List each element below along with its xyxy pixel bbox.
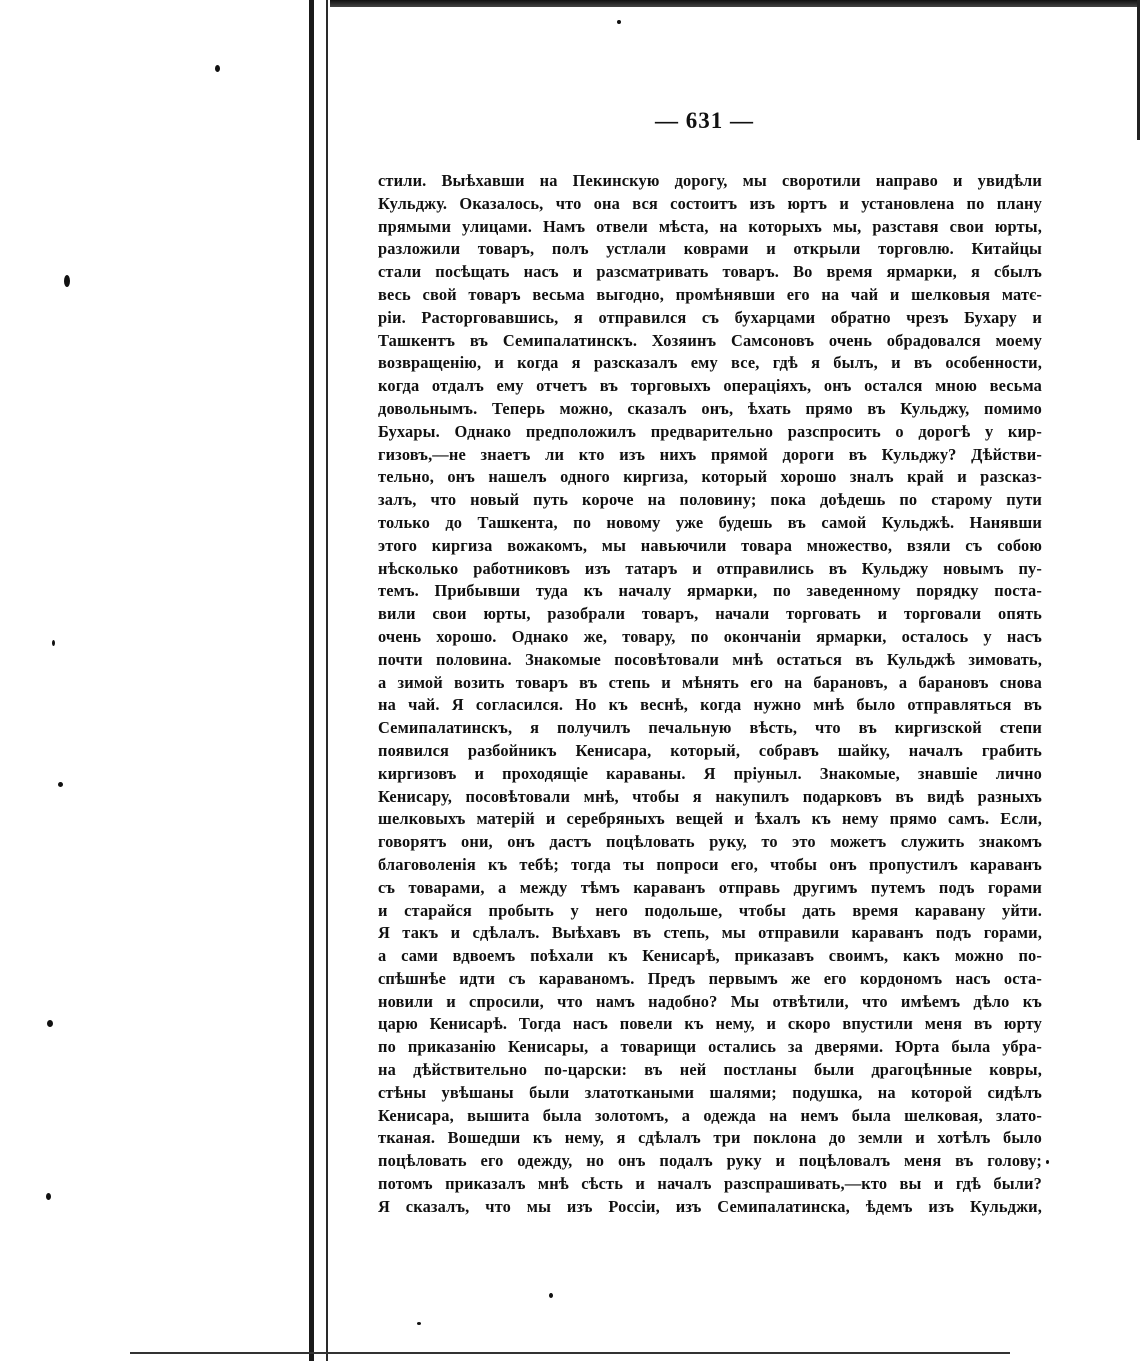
scan-speck xyxy=(64,275,70,287)
text-line: поцѣловать его одежду, но онъ подалъ руку и поцѣловалъ меня въ голову; xyxy=(378,1151,1042,1171)
binding-gutter-line xyxy=(309,0,314,1361)
text-line: Кенисару, посовѣтовали мнѣ, чтобы я накупилъ подарковъ въ видѣ разныхъ xyxy=(378,786,1042,806)
bottom-scan-edge xyxy=(130,1352,1010,1354)
scan-speck xyxy=(549,1293,553,1298)
text-line: залъ, что новый путь короче на половину; пока доѣдешь по старому пути xyxy=(378,490,1042,510)
page-edge-line xyxy=(326,0,328,1361)
text-line: темъ. Прибывши туда къ началу ярмарки, по заведенному порядку поста- xyxy=(378,581,1042,601)
scan-speck xyxy=(417,1322,421,1325)
text-line: шелковыхъ матерiй и серебряныхъ вещей и ѣхалъ къ нему прямо самъ. Если, xyxy=(378,809,1042,829)
text-line: Я сказалъ, что мы изъ Россiи, изъ Семипалатинска, ѣдемъ изъ Кульджи, xyxy=(378,1196,1042,1216)
text-line: Кульджу. Оказалось, что она вся состоитъ изъ юртъ и установлена по плану xyxy=(378,193,1042,213)
text-line: весь свой товаръ весьма выгодно, промѣнявши его на чай и шелковыя матє- xyxy=(378,284,1042,304)
text-line: прямыми улицами. Намъ отвели мѣста, на которыхъ мы, разставя свои юрты, xyxy=(378,216,1042,236)
text-line: почти половина. Знакомые посовѣтовали мнѣ остаться въ Кульджѣ зимовать, xyxy=(378,649,1042,669)
text-line: на дѣйствительно по-царски: въ ней постланы были драгоцѣнные ковры, xyxy=(378,1060,1042,1080)
text-line: и старайся пробыть у него подольше, чтобы дать время каравану уйти. xyxy=(378,900,1042,920)
text-line: гизовъ,—не знаетъ ли кто изъ нихъ прямой дороги въ Кульджу? Дѣйстви- xyxy=(378,444,1042,464)
text-line: а зимой возить товаръ въ степь и мѣнять его на барановъ, а барановъ снова xyxy=(378,672,1042,692)
text-line: стали посѣщать насъ и разсматривать товаръ. Во время ярмарки, я сбылъ xyxy=(378,262,1042,282)
text-line: возвращенiю, и когда я разсказалъ ему все, гдѣ я былъ, и въ особенности, xyxy=(378,353,1042,373)
scan-speck xyxy=(47,1020,53,1027)
text-line: царю Кенисарѣ. Тогда насъ повели къ нему, и скоро впустили меня въ юрту xyxy=(378,1014,1042,1034)
text-line: Семипалатинскъ, я получилъ печальную вѣсть, что въ киргизской степи xyxy=(378,718,1042,738)
scan-speck xyxy=(52,640,55,646)
text-line: разложили товаръ, полъ устлали коврами и открыли торговлю. Китайцы xyxy=(378,239,1042,259)
text-line: благоволенiя къ тебѣ; тогда ты попроси его, чтобы онъ пропустилъ караванъ xyxy=(378,854,1042,874)
text-line: говорятъ они, онъ дастъ поцѣловать руку, то это можетъ служить знакомъ xyxy=(378,832,1042,852)
text-line: съ товарами, а между тѣмъ караванъ отправь другимъ путемъ подъ горами xyxy=(378,877,1042,897)
scan-speck xyxy=(58,782,63,787)
text-line: нѣсколько работниковъ изъ татаръ и отправились въ Кульджу новымъ пу- xyxy=(378,558,1042,578)
text-line: Кенисара, вышита была золотомъ, а одежда на немъ была шелковая, злато- xyxy=(378,1105,1042,1125)
text-line: появился разбойникъ Кенисара, который, собравъ шайку, началъ грабить xyxy=(378,740,1042,760)
text-line: Я такъ и сдѣлалъ. Выѣхавъ въ степь, мы отправили караванъ подъ горами, xyxy=(378,923,1042,943)
body-text xyxy=(378,170,1042,1219)
scan-speck xyxy=(617,20,621,24)
text-line: тельно, онъ нашелъ одного киргиза, который хорошо зналъ край и разсказ- xyxy=(378,467,1042,487)
text-line: довольнымъ. Теперь можно, сказалъ онъ, ѣхать прямо въ Кульджу, помимо xyxy=(378,398,1042,418)
text-line: стили. Выѣхавши на Пекинскую дорогу, мы своротили направо и увидѣли xyxy=(378,171,1042,190)
text-line: только до Ташкента, по новому уже будешь въ самой Кульджѣ. Нанявши xyxy=(378,512,1042,532)
text-line: вили свои юрты, разобрали товаръ, начали торговать и торговали опять xyxy=(378,604,1042,624)
scan-speck xyxy=(1046,1160,1049,1164)
text-line: новили и спросили, что намъ надобно? Мы отвѣтили, что имѣемъ дѣло къ xyxy=(378,991,1042,1011)
text-line: очень хорошо. Однако же, товару, по окончанiи ярмарки, осталось у насъ xyxy=(378,626,1042,646)
page-number: — 631 — xyxy=(655,108,754,133)
text-line: по приказанiю Кенисары, а товарищи остались за дверями. Юрта была убра- xyxy=(378,1037,1042,1057)
scan-speck xyxy=(46,1193,51,1200)
text-line: этого киргиза вожакомъ, мы навьючили товара множество, взяли съ собою xyxy=(378,535,1042,555)
text-line: на чай. Я согласился. Но къ веснѣ, когда нужно мнѣ было отправляться въ xyxy=(378,695,1042,715)
text-line: спѣшнѣе идти съ караваномъ. Предъ первымъ же его кордономъ насъ оста- xyxy=(378,968,1042,988)
scan-speck xyxy=(215,65,220,72)
text-line: когда отдалъ ему отчетъ въ торговыхъ операцiяхъ, онъ остался мною весьма xyxy=(378,376,1042,396)
text-line: а сами вдвоемъ поѣхали къ Кенисарѣ, приказавъ своимъ, какъ можно по- xyxy=(378,946,1042,966)
text-line: рiи. Расторговавшись, я отправился съ бухарцами обратно чрезъ Бухару и xyxy=(378,307,1042,327)
text-line: тканая. Вошедши къ нему, я сдѣлалъ три поклона до земли и хотѣлъ было xyxy=(378,1128,1042,1148)
top-scan-shadow xyxy=(330,0,1140,7)
text-line: потомъ приказалъ мнѣ сѣсть и началъ разспрашивать,—кто вы и гдѣ были? xyxy=(378,1174,1042,1194)
text-line: стѣны увѣшаны были златоткаными шалями; подушка, на которой сидѣлъ xyxy=(378,1082,1042,1102)
text-line: Ташкентъ въ Семипалатинскъ. Хозяинъ Самсоновъ очень обрадовался моему xyxy=(378,330,1042,350)
text-line: киргизовъ и проходящiе караваны. Я прiуныл. Знакомые, знавшiе лично xyxy=(378,763,1042,783)
text-line: Бухары. Однако предположилъ предварительно разспросить о дорогѣ у кир- xyxy=(378,421,1042,441)
